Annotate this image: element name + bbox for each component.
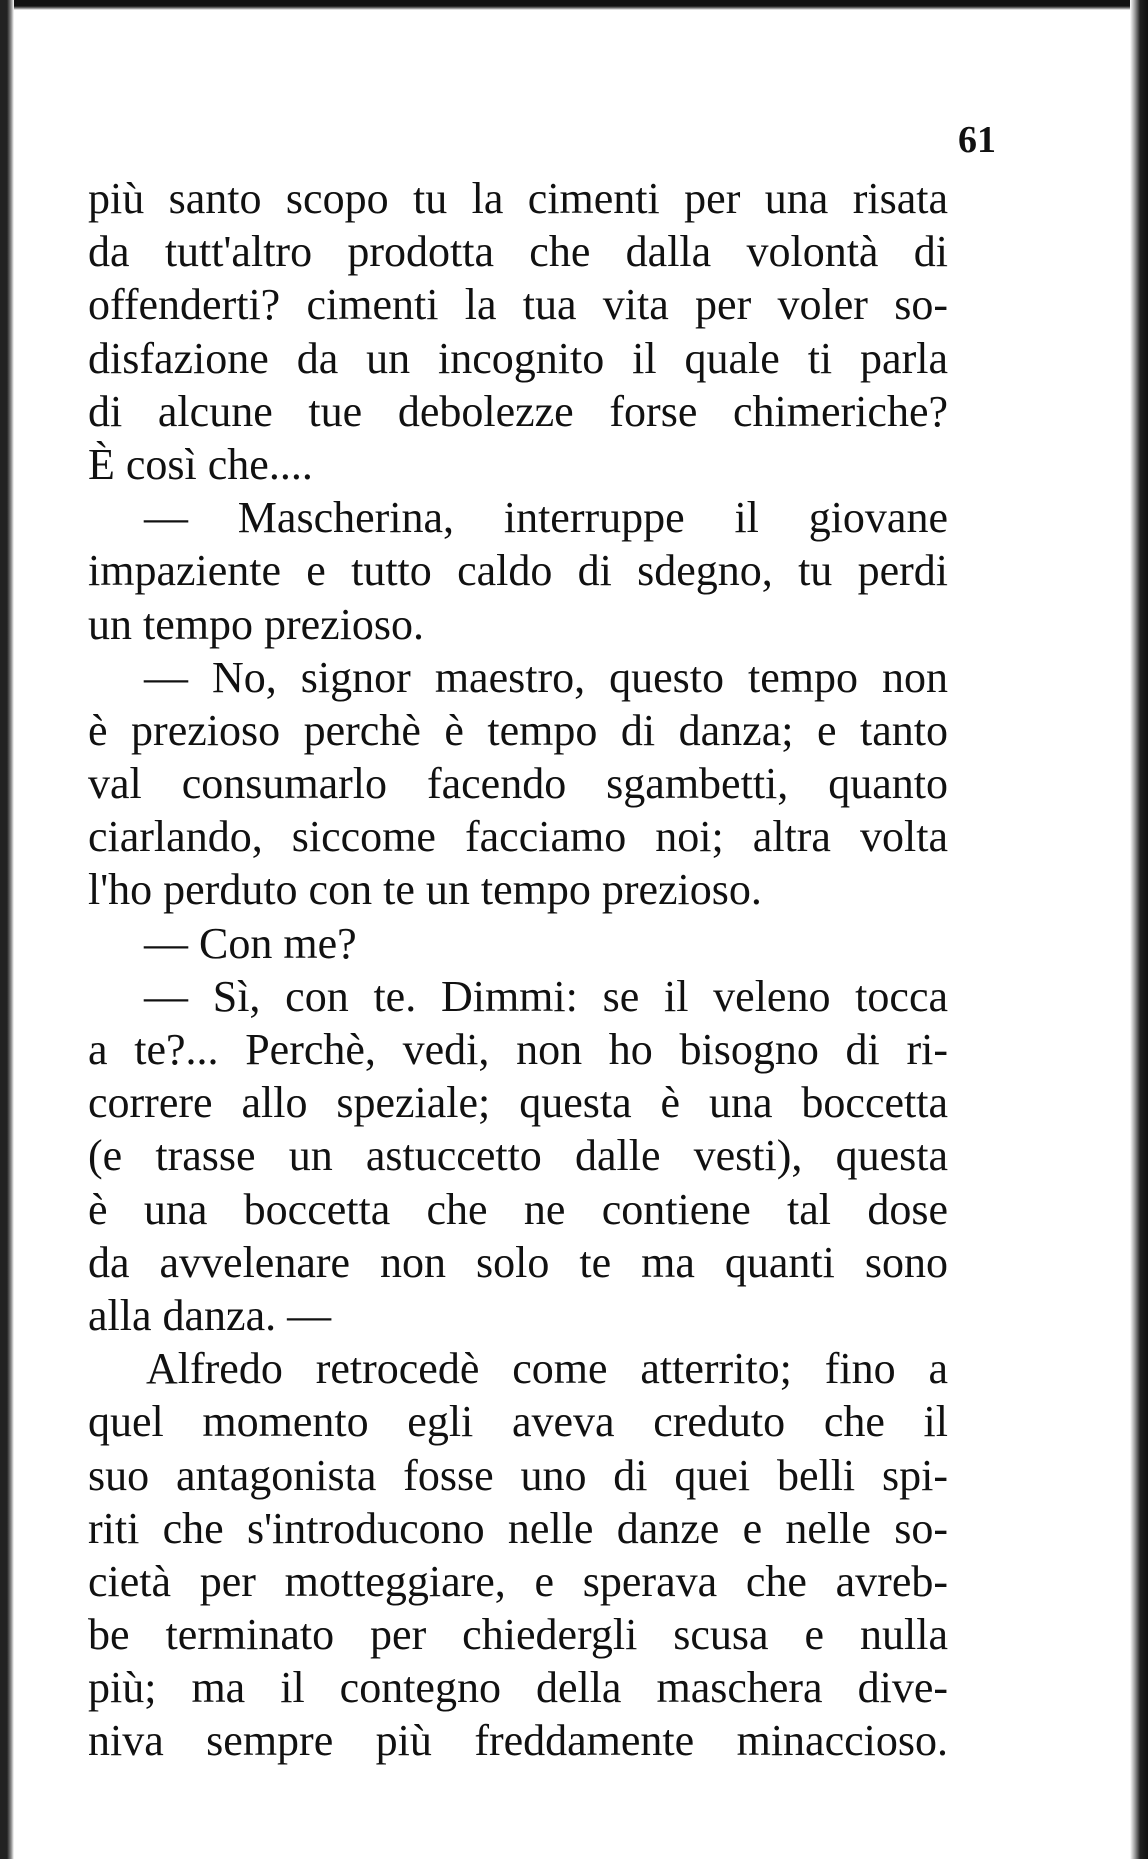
text-line: — Con me? xyxy=(144,918,357,968)
text-line: l'ho perduto con te un tempo prezioso. xyxy=(88,865,762,915)
text-line: offenderti? cimenti la tua vita per voler so- xyxy=(88,280,948,330)
page-text xyxy=(88,172,948,1768)
text-line: È così che.... xyxy=(88,439,313,489)
text-line: val consumarlo facendo sgambetti, quanto xyxy=(88,759,948,809)
text-line: suo antagonista fosse uno di quei belli spi- xyxy=(88,1450,948,1500)
text-line: più santo scopo tu la cimenti per una risata xyxy=(88,174,948,223)
scan-edge-right xyxy=(1130,0,1148,1859)
text-line: di alcune tue debolezze forse chimeriche? xyxy=(88,386,948,436)
text-line: un tempo prezioso. xyxy=(88,599,425,649)
scan-edge-top xyxy=(0,0,1148,10)
text-line: riti che s'introducono nelle danze e nelle so- xyxy=(88,1503,948,1553)
text-line: da avvelenare non solo te ma quanti sono xyxy=(88,1237,948,1287)
text-line: cietà per motteggiare, e sperava che avreb- xyxy=(88,1556,948,1606)
text-line: — No, signor maestro, questo tempo non xyxy=(144,652,948,702)
text-line: è prezioso perchè è tempo di danza; e tanto xyxy=(88,705,948,755)
text-line: più; ma il contegno della maschera dive- xyxy=(88,1663,948,1713)
text-line: è una boccetta che ne contiene tal dose xyxy=(88,1184,948,1234)
text-line: a te?... Perchè, vedi, non ho bisogno di ri- xyxy=(88,1025,948,1074)
text-line: niva sempre più freddamente minaccioso. xyxy=(88,1716,948,1766)
text-line: (e trasse un astuccetto dalle vesti), questa xyxy=(88,1131,948,1181)
text-line: — Mascherina, interruppe il giovane xyxy=(144,493,948,543)
text-line: — Sì, con te. Dimmi: se il veleno tocca xyxy=(144,971,948,1021)
scan-edge-left xyxy=(0,0,14,1859)
text-line: alla danza. — xyxy=(88,1290,332,1340)
text-line: correre allo speziale; questa è una boccetta xyxy=(88,1078,948,1128)
text-line: be terminato per chiedergli scusa e nulla xyxy=(88,1610,948,1660)
text-line: Alfredo retrocedè come atterrito; fino a xyxy=(146,1344,948,1394)
text-line: disfazione da un incognito il quale ti parla xyxy=(88,333,948,383)
text-line: quel momento egli aveva creduto che il xyxy=(88,1397,948,1447)
text-line: ciarlando, siccome facciamo noi; altra volta xyxy=(88,812,948,862)
page-number: 61 xyxy=(958,119,996,161)
text-line: da tutt'altro prodotta che dalla volontà di xyxy=(88,227,948,277)
text-line: impaziente e tutto caldo di sdegno, tu perdi xyxy=(88,546,948,596)
